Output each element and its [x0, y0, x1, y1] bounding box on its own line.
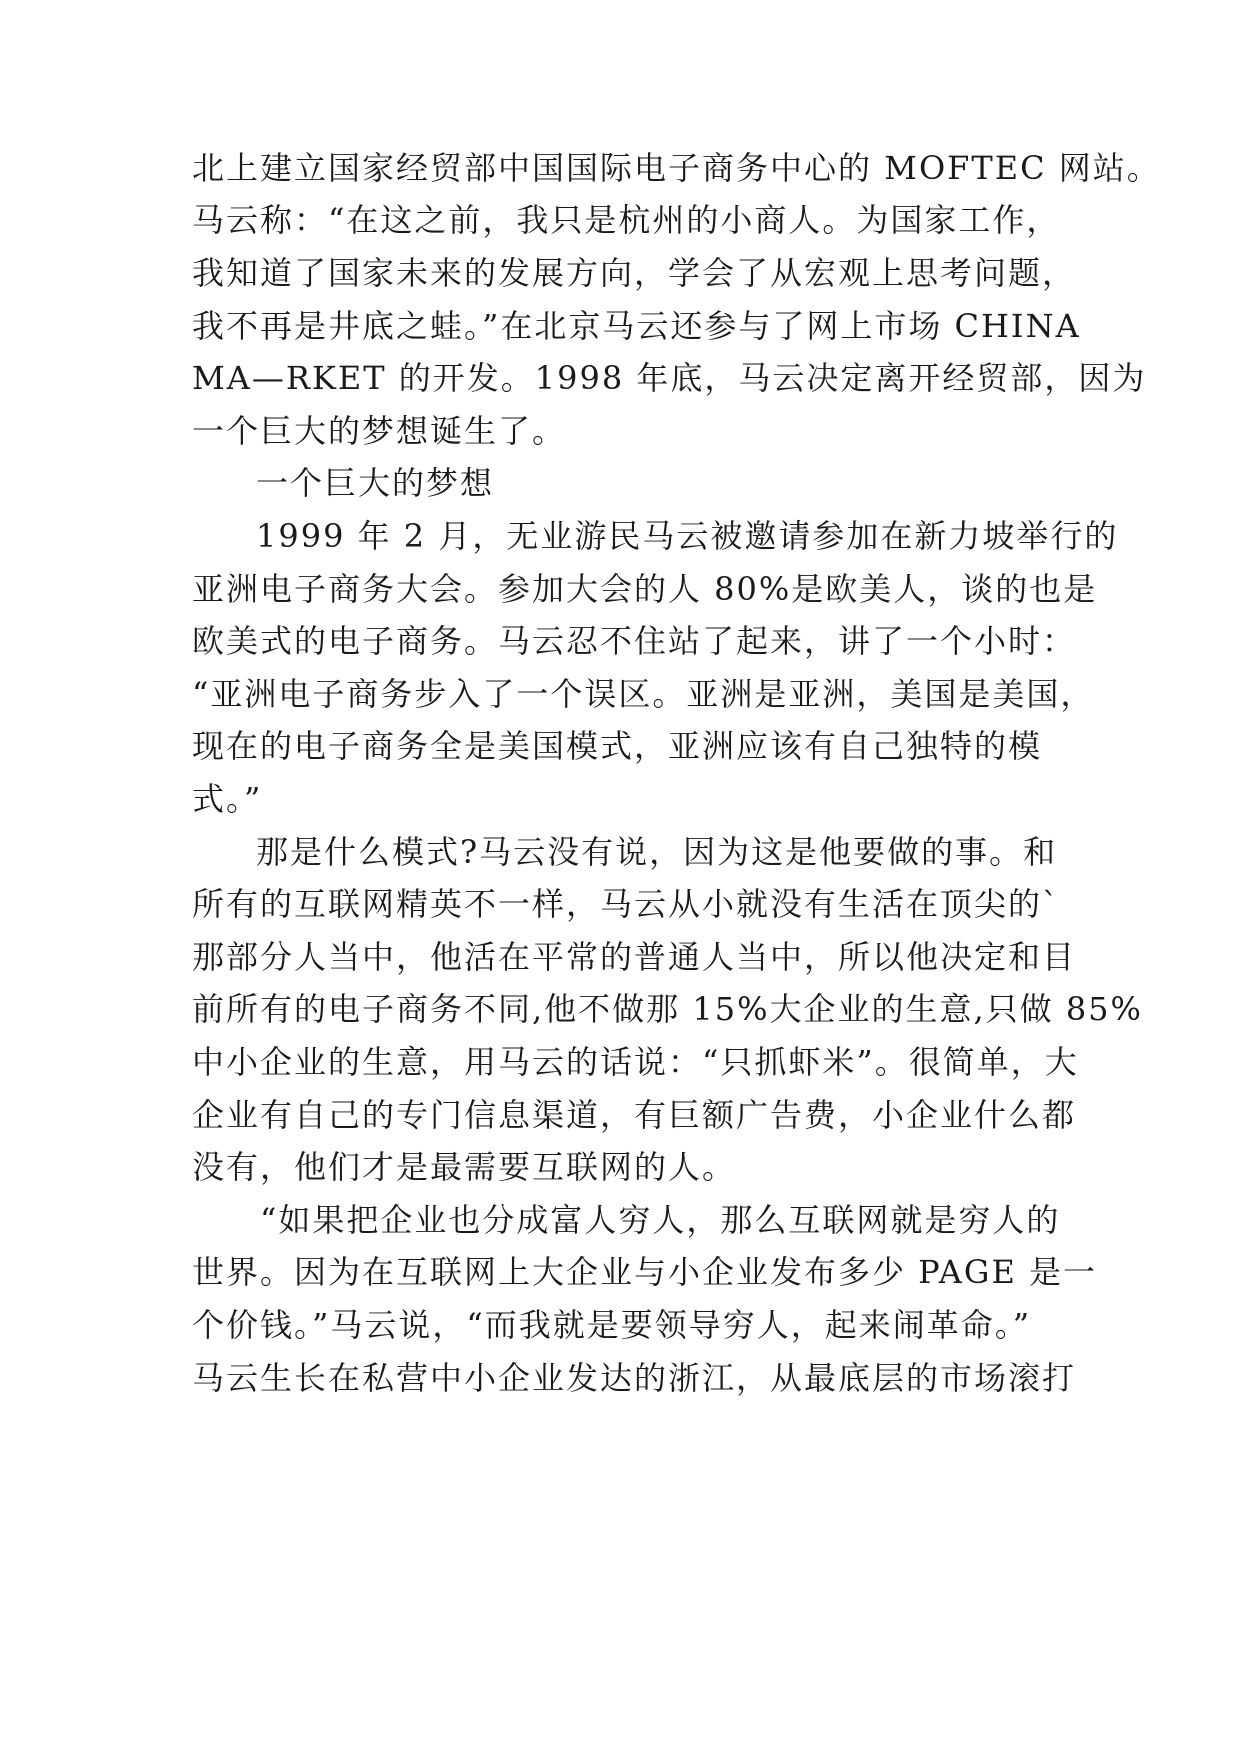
text-line: 那是什么模式?马云没有说，因为这是他要做的事。和	[256, 833, 1058, 871]
text-line: 所有的互联网精英不一样，马云从小就没有生活在顶尖的`	[192, 885, 1061, 923]
text-line: 1999 年 2 月，无业游民马云被邀请参加在新力坡举行的	[256, 517, 1119, 555]
text-line: 我知道了国家未来的发展方向，学会了从宏观上思考问题，	[192, 254, 1077, 292]
text-line: 欧美式的电子商务。马云忍不住站了起来，讲了一个小时：	[192, 622, 1077, 660]
text-line: 马云生长在私营中小企业发达的浙江，从最底层的市场滚打	[192, 1359, 1077, 1397]
text-line: 亚洲电子商务大会。参加大会的人 80%是欧美人，谈的也是	[192, 570, 1098, 608]
text-line: “如果把企业也分成富人穷人，那么互联网就是穷人的	[260, 1201, 1061, 1239]
text-line: 中小企业的生意，用马云的话说：“只抓虾米”。很简单，大	[192, 1043, 1079, 1081]
text-line: 北上建立国家经贸部中国国际电子商务中心的 MOFTEC 网站。	[192, 149, 1161, 187]
text-line: 个价钱。”马云说，“而我就是要领导穷人，起来闹革命。”	[192, 1306, 1032, 1344]
text-line: 式。”	[192, 780, 263, 818]
text-line: MA—RKET 的开发。1998 年底，马云决定离开经贸部，因为	[192, 359, 1147, 397]
text-line: 我不再是井底之蛙。”在北京马云还参与了网上市场 CHINA	[192, 307, 1081, 345]
text-line: 前所有的电子商务不同,他不做那 15%大企业的生意,只做 85%	[192, 990, 1143, 1028]
text-line: 企业有自己的专门信息渠道，有巨额广告费，小企业什么都	[192, 1096, 1077, 1134]
text-line: 一个巨大的梦想诞生了。	[192, 412, 567, 450]
text-line: 那部分人当中，他活在平常的普通人当中，所以他决定和目	[192, 938, 1077, 976]
section-heading: 一个巨大的梦想	[256, 464, 495, 502]
text-line: “亚洲电子商务步入了一个误区。亚洲是亚洲，美国是美国，	[192, 675, 1095, 713]
text-line: 世界。因为在互联网上大企业与小企业发布多少 PAGE 是一	[192, 1253, 1097, 1291]
text-line: 没有，他们才是最需要互联网的人。	[192, 1148, 737, 1186]
text-line: 现在的电子商务全是美国模式，亚洲应该有自己独特的模	[192, 727, 1043, 765]
text-line: 马云称：“在这之前，我只是杭州的小商人。为国家工作，	[192, 201, 1061, 239]
